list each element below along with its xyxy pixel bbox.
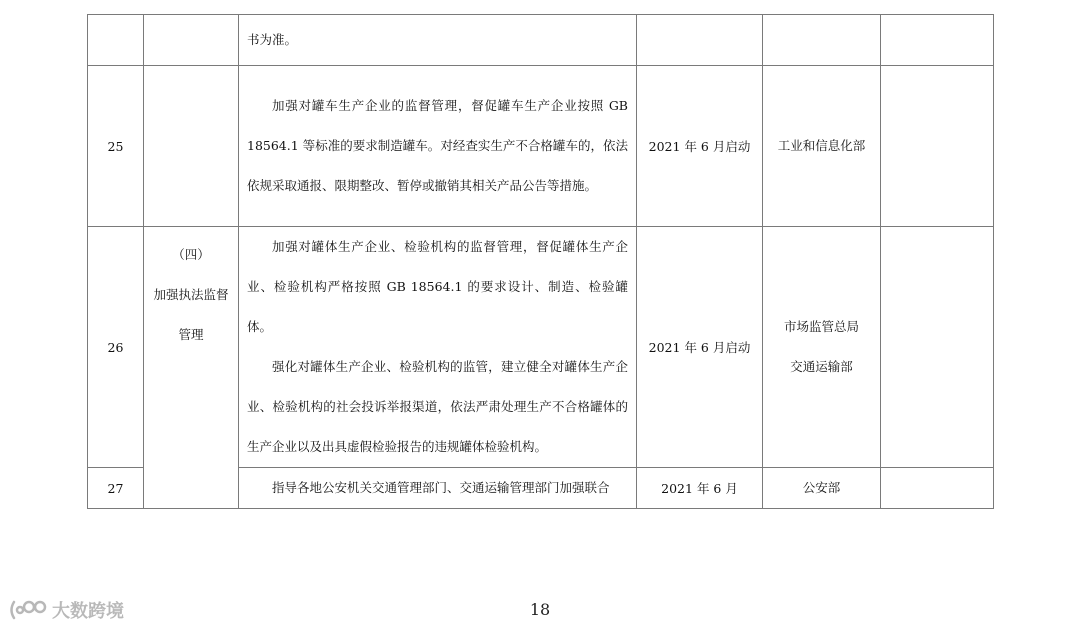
row-number [88,15,144,66]
measure-content [239,15,637,66]
table-row [88,227,994,468]
note-cell [881,66,994,227]
note-cell [881,227,994,468]
category-cell-empty [144,15,239,66]
row-number: 26 [88,227,144,468]
department-name: 市场监管总局 [783,319,859,334]
measures-table [87,14,994,509]
measure-paragraph: 书为准。 [247,32,298,47]
department-cell [763,15,881,66]
category-cell [144,227,239,509]
time-cell: 2021 年 6 月 [637,468,763,509]
time-cell [637,15,763,66]
department-cell [763,66,881,227]
measure-content [239,468,637,509]
note-cell [881,15,994,66]
category-line: （四） [172,247,210,262]
watermark-text: 大数跨境 [52,601,124,622]
department-cell [763,227,881,468]
category-line: 加强执法监督 [153,287,229,302]
category-line: 管理 [178,327,204,342]
measure-paragraph: 加强对罐车生产企业的监督管理，督促罐车生产企业按照 GB 18564.1 等标准的要求制造罐车。对经查实生产不合格罐车的，依法依规采取通报、限期整改、暂停或撤销其相关产品公告等措施。 [247,98,628,193]
measure-paragraph: 加强对罐体生产企业、检验机构的监督管理，督促罐体生产企业、检验机构严格按照 GB 18564.1 的要求设计、制造、检验罐体。 [247,239,628,334]
page-number: 18 [529,600,551,619]
time-cell: 2021 年 6 月启动 [637,227,763,468]
time-cell: 2021 年 6 月启动 [637,66,763,227]
measure-content [239,66,637,227]
category-cell-empty [144,66,239,227]
department-name: 交通运输部 [790,359,853,374]
measure-paragraph: 指导各地公安机关交通管理部门、交通运输管理部门加强联合 [272,480,610,495]
note-cell [881,468,994,509]
row-number: 25 [88,66,144,227]
table-row [88,15,994,66]
department-name: 工业和信息化部 [777,138,866,153]
table-row [88,66,994,227]
department-name: 公安部 [802,480,841,495]
row-number: 27 [88,468,144,509]
measure-content [239,227,637,468]
department-cell [763,468,881,509]
measure-paragraph: 强化对罐体生产企业、检验机构的监管，建立健全对罐体生产企业、检验机构的社会投诉举报渠道，依法严肃处理生产不合格罐体的生产企业以及出具虚假检验报告的违规罐体检验机构。 [247,359,628,454]
